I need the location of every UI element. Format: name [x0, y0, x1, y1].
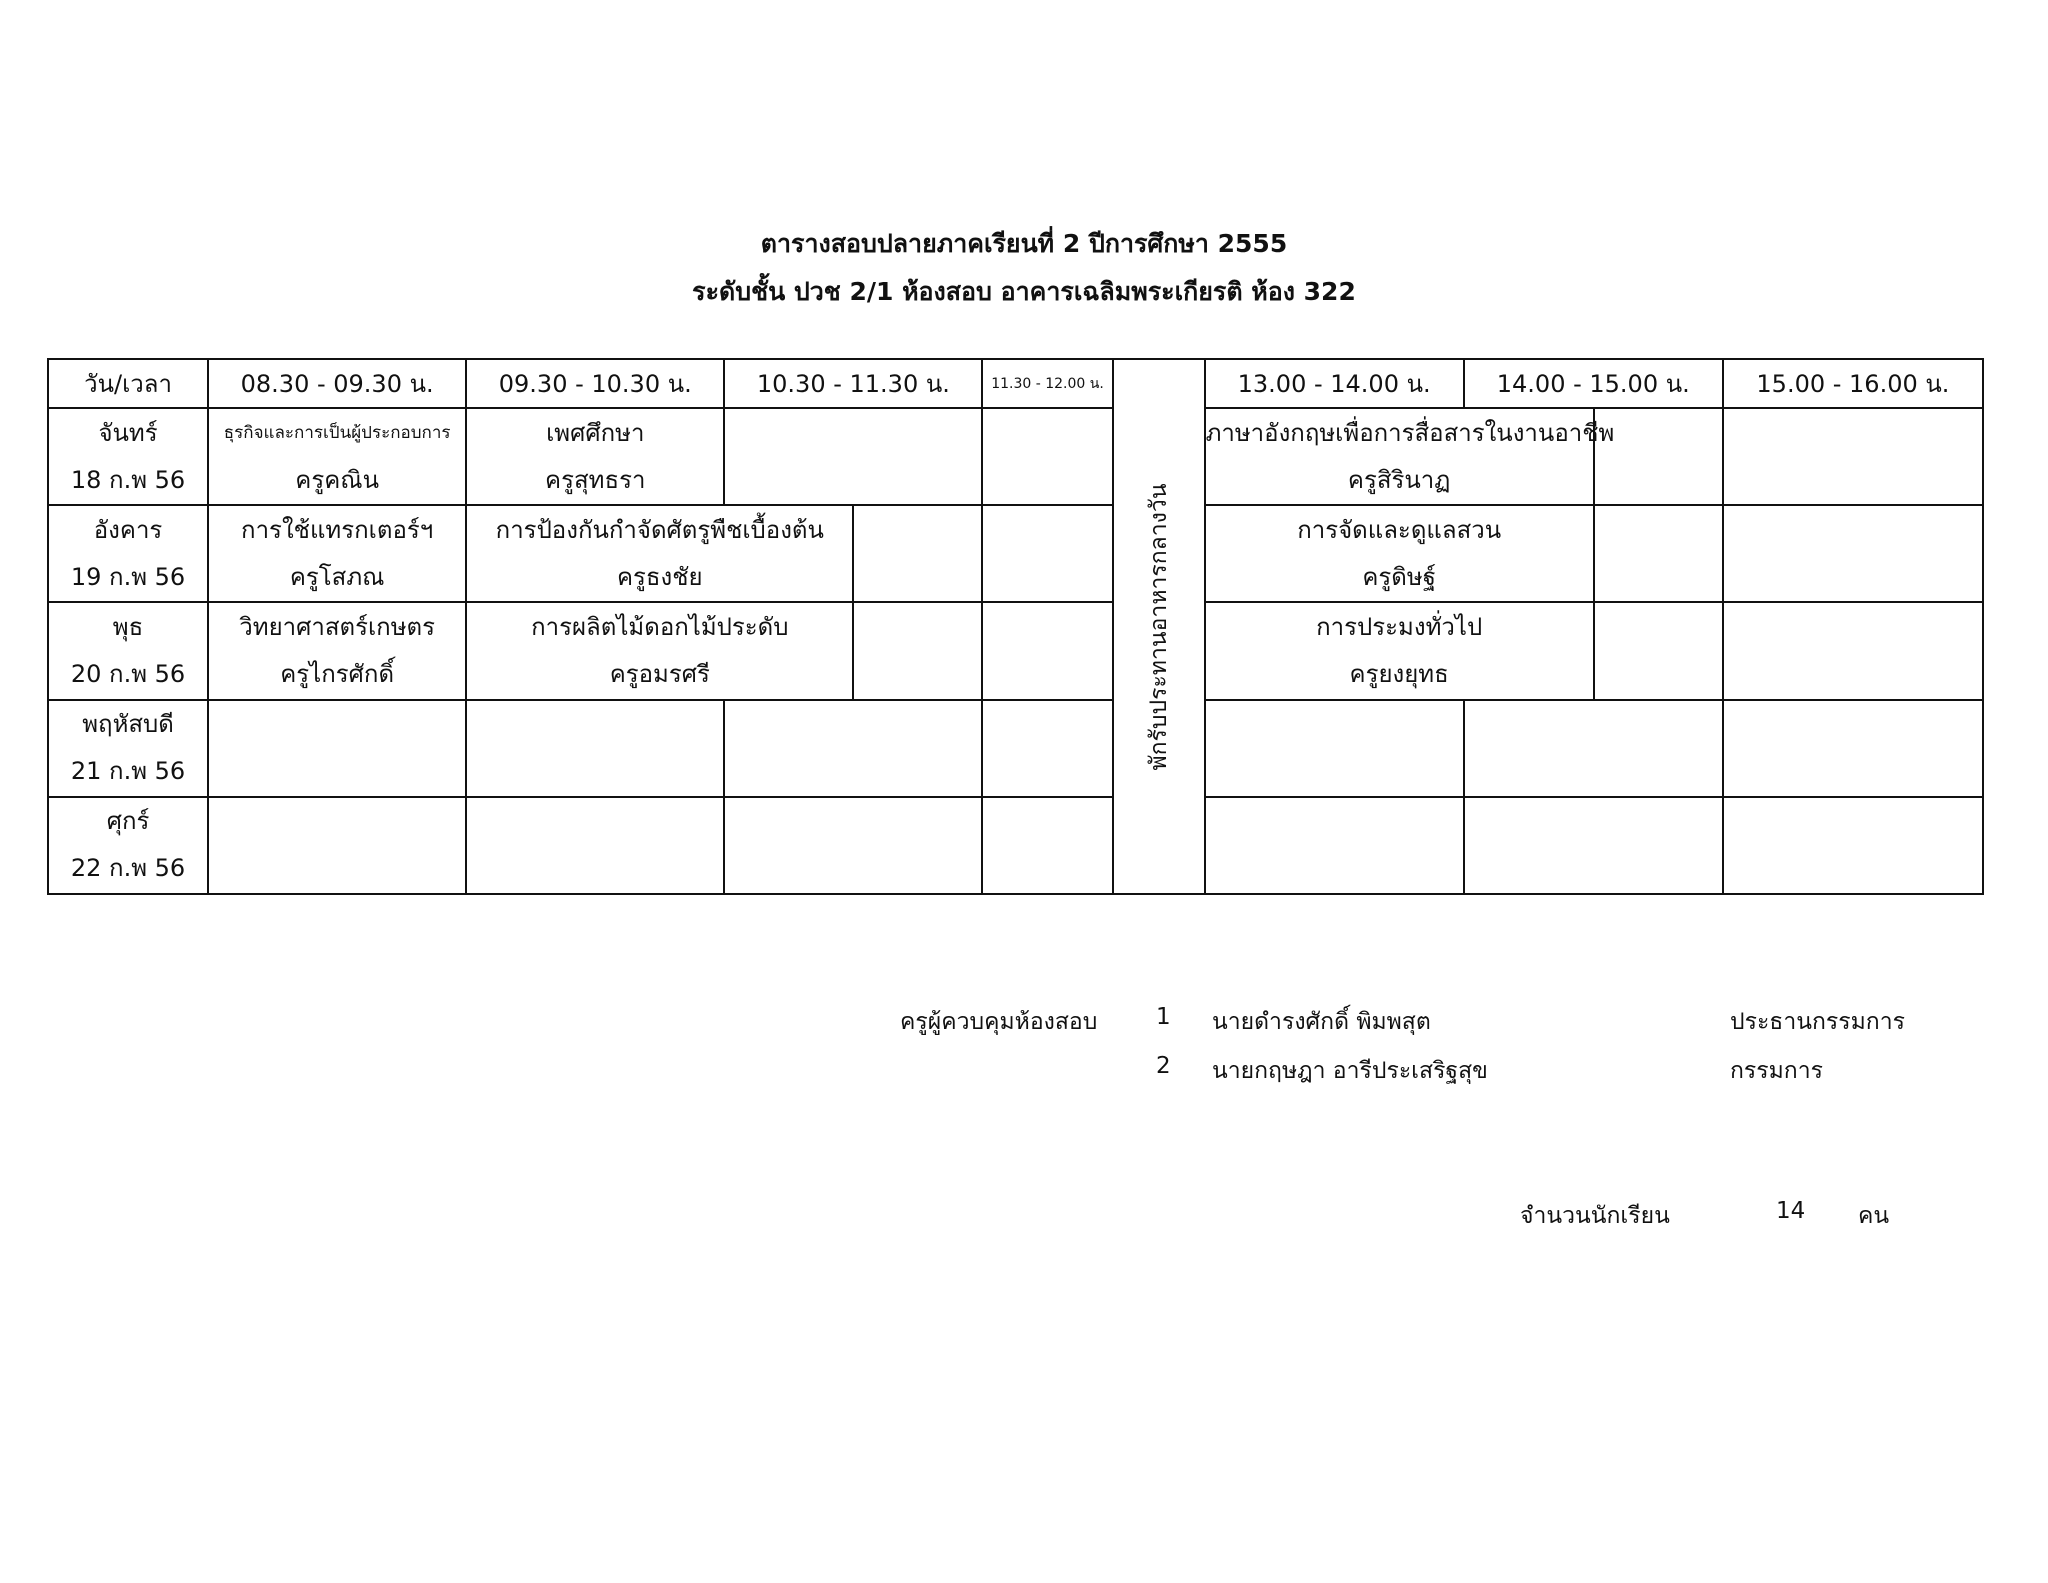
table-row [48, 408, 1983, 505]
day-cell [48, 700, 208, 797]
time-header: 08.30 - 09.30 น. [208, 359, 466, 408]
exam-cell [466, 408, 724, 505]
lunch-break-cell [1113, 359, 1205, 894]
proctor-position: กรรมการ [1730, 1058, 1823, 1084]
exam-subject: การประมงทั่วไป [1316, 613, 1483, 641]
student-count-row [0, 1198, 2048, 1238]
proctor-row-1 [0, 1004, 2048, 1044]
exam-cell [466, 602, 853, 699]
lunch-break-label: พักรับประทานอาหารกลางวัน [1145, 482, 1172, 771]
title-line-2: ระดับชั้น ปวช 2/1 ห้องสอบ อาคารเฉลิมพระเกียรติ ห้อง 322 [692, 277, 1356, 306]
empty-cell [208, 700, 466, 797]
exam-cell [208, 505, 466, 602]
day-name: พุธ [112, 613, 144, 641]
time-header: 13.00 - 14.00 น. [1205, 359, 1464, 408]
empty-cell [1723, 505, 1983, 602]
day-cell [48, 408, 208, 505]
title-line-1: ตารางสอบปลายภาคเรียนที่ 2 ปีการศึกษา 2555 [760, 229, 1288, 258]
exam-teacher: ครูคณิน [295, 465, 379, 494]
empty-cell [208, 797, 466, 894]
day-name: อังคาร [93, 515, 163, 544]
day-name: จันทร์ [98, 418, 158, 447]
empty-cell [1723, 797, 1983, 894]
time-header: 15.00 - 16.00 น. [1723, 359, 1983, 408]
exam-subject: การใช้แทรกเตอร์ฯ [241, 515, 434, 544]
proctor-name: นายกฤษฎา อารีประเสริฐสุข [1212, 1058, 1488, 1084]
table-row [48, 505, 1983, 602]
empty-cell [724, 700, 982, 797]
exam-cell [208, 408, 466, 505]
empty-cell [1723, 602, 1983, 699]
time-header: 10.30 - 11.30 น. [724, 359, 982, 408]
exam-teacher: ครูอมรศรี [609, 660, 710, 688]
exam-subject: ภาษาอังกฤษเพื่อการสื่อสารในงานอาชีพ [1205, 418, 1615, 447]
exam-subject: วิทยาศาสตร์เกษตร [239, 613, 435, 641]
day-date: 21 ก.พ 56 [70, 757, 186, 786]
empty-cell [982, 602, 1112, 699]
exam-teacher: ครูสุทธรา [545, 465, 646, 494]
day-date: 22 ก.พ 56 [70, 854, 186, 883]
proctor-label: ครูผู้ควบคุมห้องสอบ [900, 1009, 1098, 1035]
time-header: 11.30 - 12.00 น. [982, 359, 1112, 408]
corner-header: วัน/เวลา [48, 359, 208, 408]
proctor-number: 1 [1156, 1004, 1171, 1030]
empty-cell [982, 797, 1112, 894]
exam-subject: การจัดและดูแลสวน [1297, 515, 1502, 544]
empty-cell [1594, 602, 1723, 699]
exam-teacher: ครูดิษฐ์ [1362, 562, 1436, 591]
exam-cell [208, 602, 466, 699]
exam-subject: เพศศึกษา [546, 418, 645, 447]
proctor-number: 2 [1156, 1053, 1171, 1079]
empty-cell [1464, 700, 1723, 797]
table-row [48, 797, 1983, 894]
exam-cell [466, 505, 853, 602]
exam-subject: ธุรกิจและการเป็นผู้ประกอบการ [223, 422, 451, 443]
exam-teacher: ครูสิรินาฏ [1347, 465, 1451, 494]
empty-cell [982, 700, 1112, 797]
table-row [48, 700, 1983, 797]
time-header: 09.30 - 10.30 น. [466, 359, 724, 408]
student-count-label: จำนวนนักเรียน [1520, 1203, 1670, 1229]
day-cell [48, 797, 208, 894]
empty-cell [466, 700, 724, 797]
day-date: 20 ก.พ 56 [70, 660, 186, 688]
empty-cell [982, 505, 1112, 602]
exam-teacher: ครูยงยุทธ [1349, 660, 1449, 688]
exam-subject: การป้องกันกำจัดศัตรูพืชเบื้องต้น [495, 515, 824, 544]
empty-cell [724, 797, 982, 894]
empty-cell [724, 408, 982, 505]
day-date: 19 ก.พ 56 [70, 562, 186, 591]
proctor-row-2 [0, 1053, 2048, 1093]
empty-cell [1594, 505, 1723, 602]
empty-cell [1464, 797, 1723, 894]
empty-cell [1205, 700, 1464, 797]
header-row [48, 359, 1983, 408]
day-cell [48, 602, 208, 699]
empty-cell [1723, 408, 1983, 505]
exam-cell [1205, 505, 1594, 602]
proctor-name: นายดำรงศักดิ์ พิมพสุต [1212, 1009, 1431, 1035]
empty-cell [853, 505, 982, 602]
empty-cell [466, 797, 724, 894]
student-count-value: 14 [1776, 1198, 1806, 1224]
proctor-position: ประธานกรรมการ [1730, 1009, 1905, 1035]
exam-subject: การผลิตไม้ดอกไม้ประดับ [531, 613, 789, 641]
day-date: 18 ก.พ 56 [70, 465, 186, 494]
empty-cell [1205, 797, 1464, 894]
exam-cell [1205, 602, 1594, 699]
day-name: ศุกร์ [106, 807, 150, 836]
empty-cell [1723, 700, 1983, 797]
exam-cell [1205, 408, 1615, 505]
exam-teacher: ครูโสภณ [289, 562, 385, 591]
day-cell [48, 505, 208, 602]
exam-teacher: ครูไกรศักดิ์ [280, 660, 395, 688]
empty-cell [982, 408, 1112, 505]
time-header: 14.00 - 15.00 น. [1464, 359, 1723, 408]
table-row [48, 602, 1983, 699]
exam-teacher: ครูธงชัย [616, 562, 703, 591]
empty-cell [853, 602, 982, 699]
student-count-unit: คน [1858, 1203, 1890, 1229]
exam-schedule-table [47, 358, 1984, 895]
day-name: พฤหัสบดี [82, 710, 174, 739]
